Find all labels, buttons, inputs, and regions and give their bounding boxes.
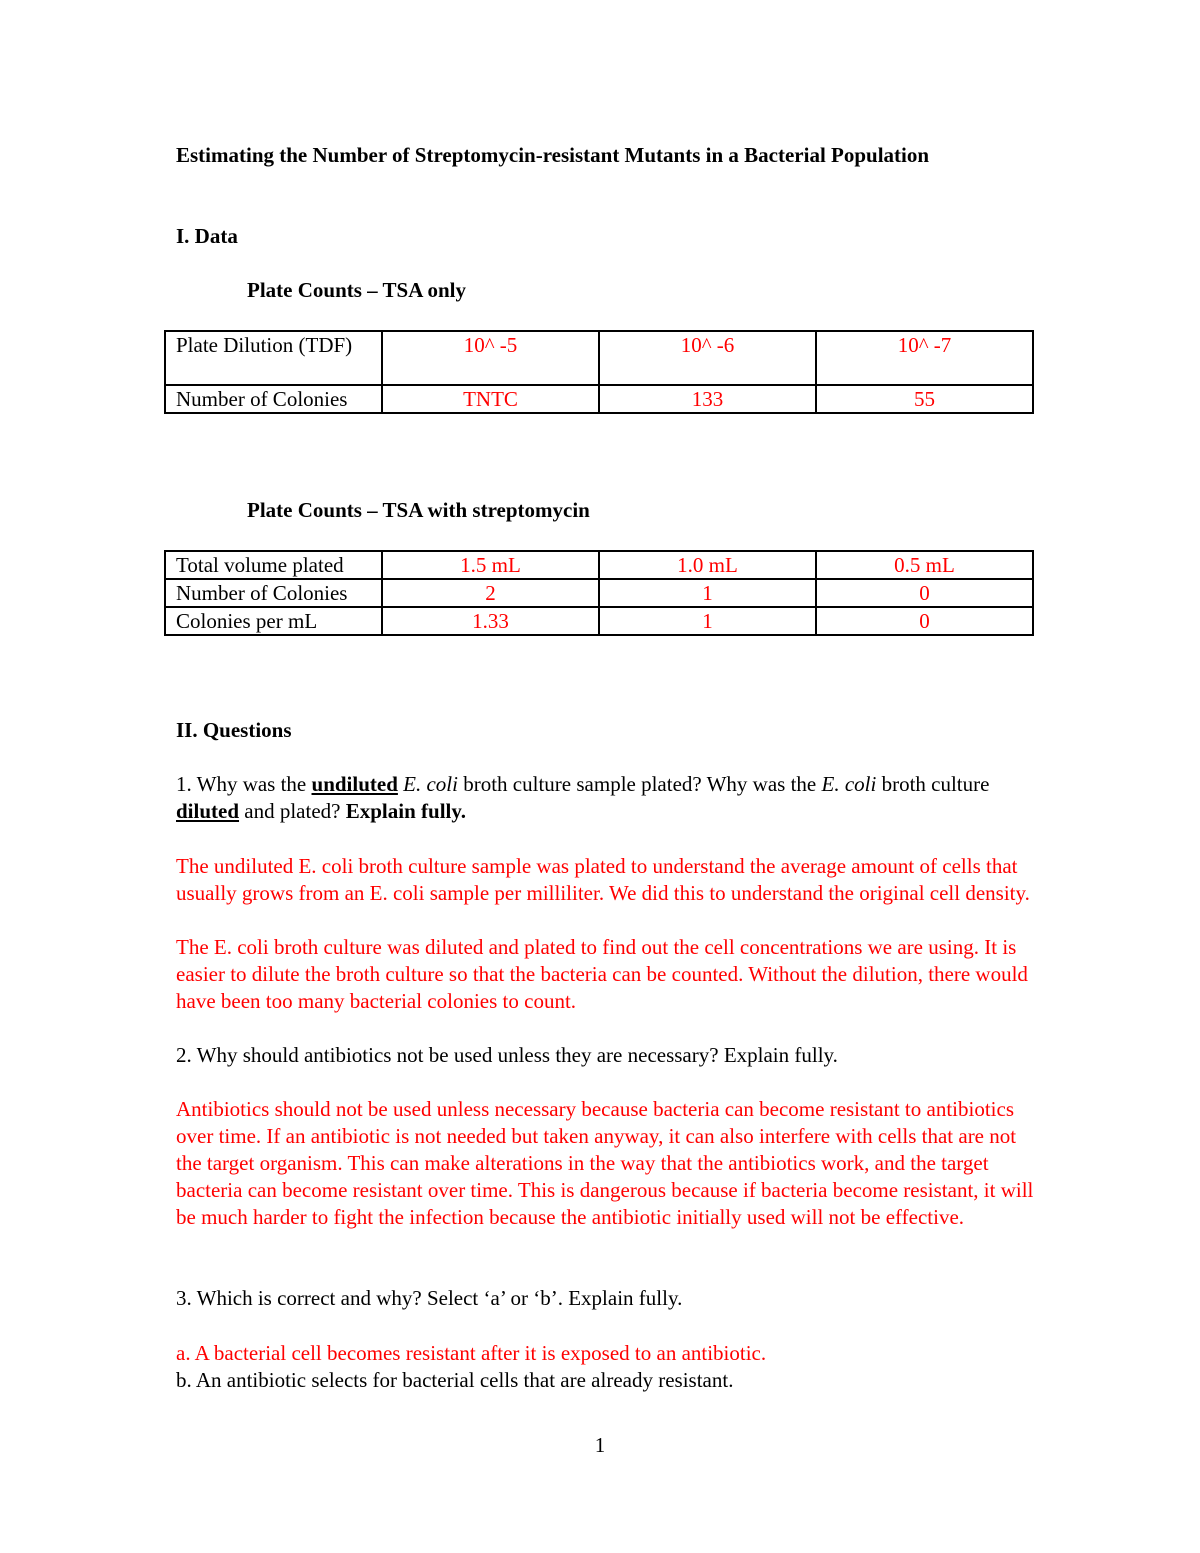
cell-value: 133 [599, 385, 816, 413]
cell-value: 1 [599, 579, 816, 607]
row-label: Number of Colonies [165, 579, 382, 607]
q1-instruction: Explain fully. [345, 799, 466, 823]
cell-value: 1.5 mL [382, 551, 599, 579]
table-row [165, 331, 1033, 385]
cell-value: 10^ -6 [599, 331, 816, 385]
q1-emphasis: undiluted [311, 772, 398, 796]
question-1 [176, 771, 1046, 825]
q1-species: E. coli [821, 772, 877, 796]
cell-value: 1 [599, 607, 816, 635]
table-tsa-only [164, 330, 1034, 414]
question-2: 2. Why should antibiotics not be used unless they are necessary? Explain fully. [176, 1043, 838, 1067]
table-row [165, 551, 1033, 579]
document-title: Estimating the Number of Streptomycin-resistant Mutants in a Bacterial Population [176, 143, 930, 167]
cell-value: 0 [816, 579, 1033, 607]
answer-2: Antibiotics should not be used unless necessary because bacteria can become resistant to antibiotics over time. If an antibiotic is not needed but taken anyway, it can also interfere with cells that are not the target organism. This can make alterations in the way that the antibiotics work, and the target bacteria can become resistant over time. This is dangerous because if bacteria become resistant, it will be much harder to fight the infection because the antibiotic initially used will not be effective. [176, 1097, 1034, 1229]
table-row [165, 607, 1033, 635]
answer-1-paragraph-1: The undiluted E. coli broth culture sample was plated to understand the average amount of cells that usually grows from an E. coli sample per milliliter. We did this to understand the original cell density. [176, 854, 1030, 905]
section-data-heading: I. Data [176, 224, 238, 248]
table-tsa-streptomycin [164, 550, 1034, 636]
cell-value: 1.33 [382, 607, 599, 635]
q1-text: and plated? [239, 799, 346, 823]
cell-value: 55 [816, 385, 1033, 413]
row-label: Colonies per mL [165, 607, 382, 635]
cell-value: 10^ -5 [382, 331, 599, 385]
cell-value: 10^ -7 [816, 331, 1033, 385]
question-3: 3. Which is correct and why? Select ‘a’ or ‘b’. Explain fully. [176, 1286, 683, 1310]
option-a: a. A bacterial cell becomes resistant after it is exposed to an antibiotic. [176, 1341, 767, 1365]
cell-value: 0 [816, 607, 1033, 635]
q1-text: broth culture sample plated? Why was the [457, 772, 822, 796]
table1-heading: Plate Counts – TSA only [247, 278, 466, 302]
section-questions-heading: II. Questions [176, 718, 292, 742]
q1-emphasis: diluted [176, 799, 240, 823]
answer-1-paragraph-2: The E. coli broth culture was diluted and plated to find out the cell concentrations we are using. It is easier to dilute the broth culture so that the bacteria can be counted. Without the dilution, there would have been too many bacterial colonies to count. [176, 935, 1028, 1013]
q1-species: E. coli [403, 772, 458, 796]
option-b: b. An antibiotic selects for bacterial cells that are already resistant. [176, 1368, 734, 1392]
row-label: Total volume plated [165, 551, 382, 579]
q1-text: 1. Why was the [176, 772, 312, 796]
cell-value: 0.5 mL [816, 551, 1033, 579]
q1-text: broth culture [876, 772, 990, 796]
cell-value: 1.0 mL [599, 551, 816, 579]
table-row [165, 385, 1033, 413]
table2-heading: Plate Counts – TSA with streptomycin [247, 498, 590, 522]
page-number: 1 [594, 1433, 606, 1457]
table-row [165, 579, 1033, 607]
row-label: Number of Colonies [165, 385, 382, 413]
cell-value: TNTC [382, 385, 599, 413]
cell-value: 2 [382, 579, 599, 607]
row-label: Plate Dilution (TDF) [165, 331, 382, 385]
